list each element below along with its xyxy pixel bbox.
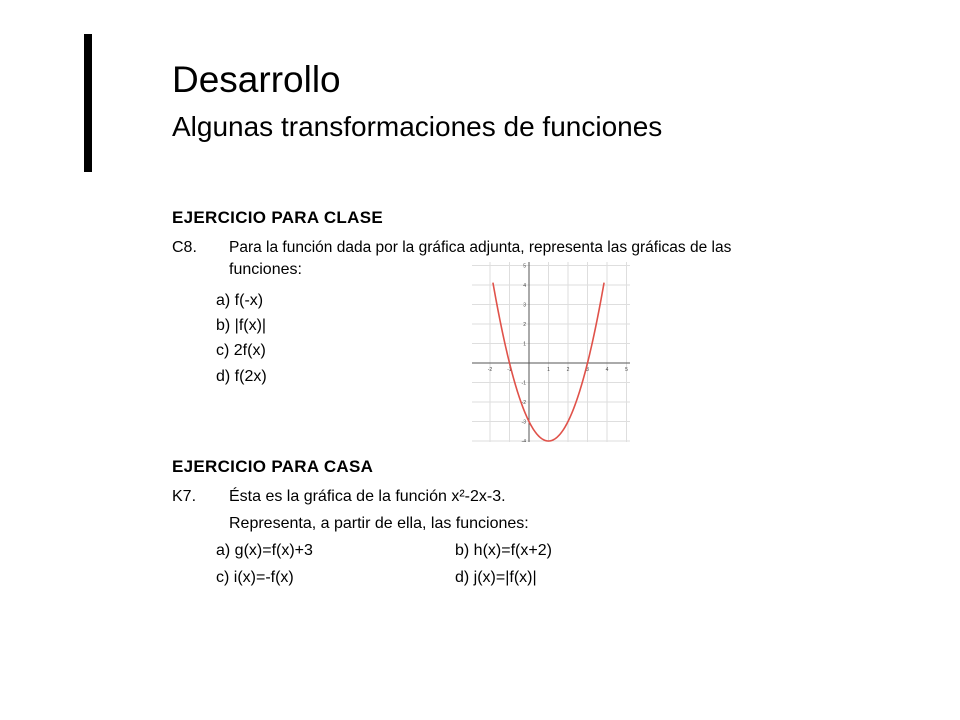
x-tick-label: 4 <box>605 367 609 373</box>
y-tick-label: -1 <box>521 380 526 387</box>
class-exercise-heading: EJERCICIO PARA CLASE <box>172 208 383 227</box>
class-exercise-item-b: b) |f(x)| <box>216 317 267 334</box>
class-exercise-statement-line1: Para la función dada por la gráfica adjunta, representa las gráficas de las <box>229 239 732 256</box>
class-exercise-statement-line2: funciones: <box>229 261 302 278</box>
x-tick-label: -1 <box>507 367 512 373</box>
parabola-graph-svg <box>472 262 630 442</box>
y-tick-label: -3 <box>521 419 526 426</box>
y-tick-label: 2 <box>523 322 526 328</box>
class-exercise-item-a: a) f(-x) <box>216 292 264 309</box>
y-tick-label: 4 <box>523 283 526 289</box>
x-tick-label: 5 <box>625 367 628 373</box>
parabola-graph <box>472 262 630 442</box>
y-tick-label: 1 <box>523 341 526 348</box>
title-accent-bar <box>84 34 92 172</box>
y-tick-label: 3 <box>523 302 526 309</box>
x-tick-label: -2 <box>487 367 493 373</box>
x-tick-label: 1 <box>547 367 550 373</box>
class-exercise-item-c: c) 2f(x) <box>216 342 266 359</box>
home-exercise-item-a: a) g(x)=f(x)+3 <box>216 542 313 559</box>
home-exercise-code: K7. <box>172 488 197 505</box>
y-tick-label: -4 <box>521 439 526 442</box>
home-exercise-item-d: d) j(x)=|f(x)| <box>455 569 537 586</box>
home-exercise-statement-line2: Representa, a partir de ella, las funciones: <box>229 515 529 532</box>
y-tick-label: 5 <box>523 263 526 270</box>
slide-title: Desarrollo <box>172 59 341 100</box>
home-exercise-item-c: c) i(x)=-f(x) <box>216 569 294 586</box>
y-tick-label: -2 <box>521 400 526 406</box>
x-tick-label: 3 <box>586 367 589 373</box>
home-exercise-heading: EJERCICIO PARA CASA <box>172 457 374 476</box>
home-exercise-item-b: b) h(x)=f(x+2) <box>455 542 552 559</box>
home-exercise-statement-line1: Ésta es la gráfica de la función x²-2x-3. <box>229 488 506 505</box>
slide-subtitle: Algunas transformaciones de funciones <box>172 111 663 142</box>
class-exercise-item-d: d) f(2x) <box>216 368 267 385</box>
x-tick-label: 2 <box>566 367 570 373</box>
class-exercise-code: C8. <box>172 239 197 256</box>
